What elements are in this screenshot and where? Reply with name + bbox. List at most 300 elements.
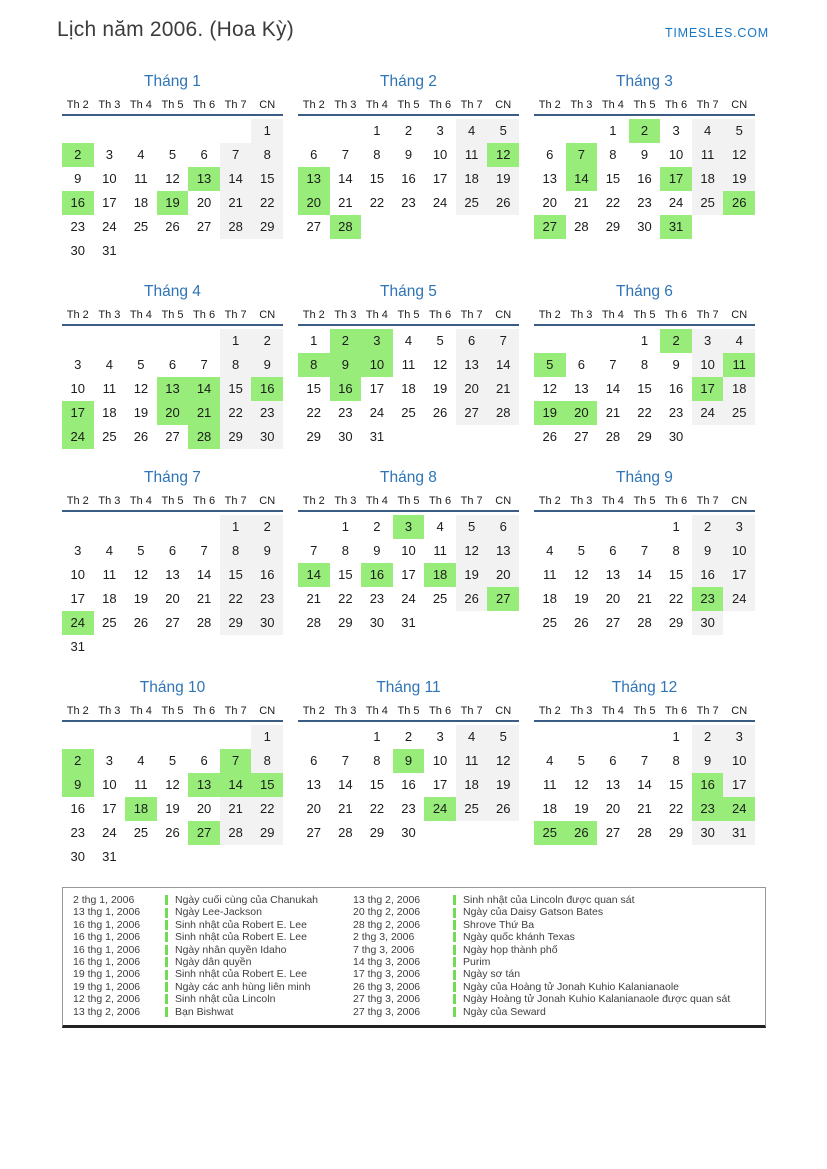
day-cell: 18 [542, 591, 558, 606]
day-cell: 16 [251, 563, 283, 587]
weekday-label: Th 2 [538, 309, 561, 321]
month-days-grid [62, 515, 283, 659]
day-cell: 1 [310, 333, 318, 348]
legend-color-bar-icon [165, 994, 168, 1004]
day-cell: 30 [692, 611, 724, 635]
legend-color-bar-icon [453, 932, 456, 942]
weekday-label: Th 6 [193, 705, 216, 717]
legend-holiday-name: Shrove Thứ Ba [463, 918, 535, 931]
holiday-day-cell: 9 [62, 773, 94, 797]
day-cell: 11 [543, 777, 557, 792]
weekday-label: Th 3 [98, 99, 121, 111]
day-cell: 19 [574, 801, 589, 816]
day-cell: 19 [133, 405, 149, 420]
day-cell: 18 [723, 377, 755, 401]
month-days-grid [62, 119, 283, 263]
day-cell: 21 [338, 195, 353, 210]
day-cell: 10 [692, 353, 724, 377]
weekday-label: Th 3 [334, 495, 357, 507]
day-cell: 21 [637, 801, 652, 816]
legend-entry [165, 993, 353, 1005]
day-cell: 12 [574, 567, 589, 582]
day-cell: 25 [542, 615, 558, 630]
holiday-day-cell: 31 [660, 215, 692, 239]
day-cell: 25 [102, 615, 117, 630]
legend-color-bar-icon [453, 895, 456, 905]
empty-day-cell [188, 119, 220, 143]
day-cell: 19 [487, 773, 519, 797]
legend-color-bar-icon [453, 1007, 456, 1017]
day-cell: 30 [369, 615, 385, 630]
day-cell: 12 [165, 777, 180, 792]
holiday-day-cell: 28 [188, 425, 220, 449]
day-cell: 12 [574, 777, 589, 792]
day-cell: 11 [401, 357, 416, 372]
weekday-label: CN [731, 705, 748, 717]
day-cell: 8 [640, 357, 649, 372]
day-cell: 25 [692, 191, 724, 215]
holiday-day-cell: 27 [487, 587, 519, 611]
day-cell: 23 [70, 825, 86, 840]
day-cell: 29 [605, 219, 621, 234]
empty-day-cell [125, 725, 157, 749]
day-cell: 31 [70, 639, 86, 654]
day-cell: 20 [306, 801, 322, 816]
day-cell: 29 [220, 611, 252, 635]
day-cell: 7 [640, 543, 649, 558]
day-cell: 19 [456, 563, 488, 587]
holiday-day-cell: 3 [393, 515, 425, 539]
month-days-grid [534, 119, 755, 239]
weekday-label: Th 7 [224, 705, 247, 717]
day-cell: 30 [70, 849, 86, 864]
day-cell: 13 [574, 381, 589, 396]
legend-date: 19 thg 1, 2006 [73, 980, 141, 993]
day-cell: 1 [251, 725, 283, 749]
empty-day-cell [62, 515, 94, 539]
day-cell: 28 [574, 219, 589, 234]
day-cell: 19 [574, 591, 589, 606]
holiday-day-cell: 18 [424, 563, 456, 587]
day-cell: 15 [306, 381, 322, 396]
legend-date: 13 thg 2, 2006 [73, 1005, 141, 1018]
weekday-label: Th 7 [696, 495, 719, 507]
day-cell: 24 [102, 219, 117, 234]
day-cell: 17 [70, 591, 86, 606]
day-cell: 26 [133, 615, 149, 630]
holiday-day-cell: 2 [330, 329, 362, 353]
weekday-header-row [298, 309, 519, 326]
day-cell: 9 [373, 543, 381, 558]
legend-entry [165, 906, 353, 918]
legend-entry [165, 919, 353, 931]
empty-day-cell [125, 119, 157, 143]
empty-day-cell [188, 725, 220, 749]
day-cell: 10 [401, 543, 416, 558]
day-cell: 2 [373, 519, 381, 534]
empty-day-cell [220, 119, 252, 143]
page-header [57, 18, 769, 64]
holiday-day-cell: 18 [125, 797, 157, 821]
day-cell: 7 [200, 543, 208, 558]
day-cell: 8 [220, 539, 252, 563]
day-cell: 14 [605, 381, 621, 396]
legend-date: 28 thg 2, 2006 [353, 918, 421, 931]
day-cell: 7 [609, 357, 617, 372]
day-cell: 5 [137, 357, 145, 372]
holiday-day-cell: 14 [566, 167, 598, 191]
weekday-label: CN [731, 495, 748, 507]
day-cell: 26 [133, 429, 149, 444]
weekday-label: CN [495, 705, 512, 717]
day-cell: 22 [369, 195, 385, 210]
day-cell: 19 [487, 167, 519, 191]
month-title: Tháng 1 [144, 73, 201, 90]
day-cell: 15 [369, 777, 385, 792]
day-cell: 23 [369, 591, 385, 606]
day-cell: 6 [546, 147, 554, 162]
weekday-label: CN [731, 309, 748, 321]
weekday-label: Th 4 [129, 309, 152, 321]
day-cell: 9 [251, 539, 283, 563]
weekday-label: CN [259, 309, 276, 321]
day-cell: 21 [306, 591, 322, 606]
day-cell: 2 [404, 123, 413, 138]
legend-color-bar-icon [165, 970, 168, 980]
empty-day-cell [62, 725, 94, 749]
empty-day-cell [597, 515, 629, 539]
weekday-label: Th 7 [224, 309, 247, 321]
weekday-label: Th 4 [365, 495, 388, 507]
legend-holiday-name: Ngày quốc khánh Texas [463, 931, 575, 944]
legend-holiday-name: Ngày của Seward [463, 1005, 546, 1018]
day-cell: 29 [220, 425, 252, 449]
holiday-day-cell: 28 [330, 215, 362, 239]
day-cell: 5 [436, 333, 444, 348]
day-cell: 18 [456, 773, 488, 797]
day-cell: 13 [542, 171, 558, 186]
holiday-day-cell: 19 [157, 191, 189, 215]
day-cell: 22 [668, 801, 684, 816]
holiday-day-cell: 9 [330, 353, 362, 377]
legend-entry [165, 894, 353, 906]
day-cell: 23 [668, 405, 684, 420]
year-months-grid [62, 72, 769, 869]
legend-date: 17 thg 3, 2006 [353, 968, 421, 981]
day-cell: 15 [605, 171, 621, 186]
weekday-header-row [62, 705, 283, 722]
empty-day-cell [629, 725, 661, 749]
day-cell: 21 [220, 191, 252, 215]
legend-color-bar-icon [453, 982, 456, 992]
month-days-grid [62, 329, 283, 449]
day-cell: 28 [220, 821, 252, 845]
weekday-label: Th 5 [633, 705, 656, 717]
weekday-header-row [298, 495, 519, 512]
day-cell: 22 [220, 587, 252, 611]
holiday-day-cell: 23 [692, 587, 724, 611]
month-block-tháng-3 [534, 72, 755, 239]
day-cell: 16 [401, 171, 416, 186]
day-cell: 20 [487, 563, 519, 587]
empty-day-cell [125, 515, 157, 539]
day-cell: 19 [165, 801, 180, 816]
day-cell: 10 [723, 539, 755, 563]
legend-holiday-name: Ngày các anh hùng liên minh [175, 980, 311, 993]
weekday-label: Th 4 [601, 99, 624, 111]
day-cell: 26 [456, 587, 488, 611]
weekday-header-row [298, 99, 519, 116]
day-cell: 11 [102, 567, 117, 582]
month-title: Tháng 2 [380, 73, 437, 90]
day-cell: 5 [577, 543, 585, 558]
day-cell: 13 [605, 567, 621, 582]
holiday-day-cell: 23 [692, 797, 724, 821]
day-cell: 6 [310, 753, 318, 768]
legend-holiday-name: Ngày của Daisy Gatson Bates [463, 906, 604, 919]
holiday-day-cell: 16 [361, 563, 393, 587]
weekday-label: Th 6 [665, 99, 688, 111]
day-cell: 13 [487, 539, 519, 563]
empty-day-cell [157, 329, 189, 353]
legend-holiday-name: Sinh nhật của Lincoln được quan sát [463, 894, 635, 906]
holiday-day-cell: 20 [566, 401, 598, 425]
weekday-label: Th 3 [334, 705, 357, 717]
holiday-day-cell: 3 [361, 329, 393, 353]
weekday-label: Th 4 [365, 99, 388, 111]
holiday-day-cell: 16 [62, 191, 94, 215]
day-cell: 26 [487, 797, 519, 821]
day-cell: 23 [70, 219, 86, 234]
day-cell: 1 [609, 123, 617, 138]
legend-color-bar-icon [453, 945, 456, 955]
day-cell: 6 [487, 515, 519, 539]
day-cell: 12 [456, 539, 488, 563]
weekday-label: Th 5 [397, 309, 420, 321]
legend-entry [453, 956, 755, 968]
day-cell: 21 [338, 801, 353, 816]
day-cell: 1 [220, 515, 252, 539]
day-cell: 31 [102, 849, 117, 864]
day-cell: 13 [306, 777, 322, 792]
day-cell: 14 [196, 567, 212, 582]
day-cell: 24 [369, 405, 385, 420]
day-cell: 17 [102, 801, 117, 816]
day-cell: 23 [401, 801, 416, 816]
empty-day-cell [566, 515, 598, 539]
day-cell: 29 [369, 825, 385, 840]
legend-entry [453, 1006, 755, 1018]
month-block-tháng-12 [534, 678, 755, 845]
day-cell: 3 [436, 729, 444, 744]
day-cell: 9 [692, 539, 724, 563]
holiday-day-cell: 2 [660, 329, 692, 353]
day-cell: 15 [220, 377, 252, 401]
month-days-grid [298, 329, 519, 449]
day-cell: 8 [251, 749, 283, 773]
weekday-label: Th 3 [98, 495, 121, 507]
month-days-grid [298, 119, 519, 239]
holiday-day-cell: 14 [188, 377, 220, 401]
legend-date: 16 thg 1, 2006 [73, 918, 141, 931]
legend-date: 13 thg 1, 2006 [73, 906, 141, 919]
day-cell: 3 [105, 147, 113, 162]
empty-day-cell [94, 119, 126, 143]
holiday-day-cell: 8 [298, 353, 330, 377]
day-cell: 29 [637, 429, 652, 444]
day-cell: 9 [672, 357, 680, 372]
weekday-label: Th 3 [570, 99, 593, 111]
weekday-label: Th 4 [129, 495, 152, 507]
day-cell: 19 [723, 167, 755, 191]
weekday-label: Th 3 [570, 309, 593, 321]
day-cell: 5 [456, 515, 488, 539]
day-cell: 4 [546, 543, 554, 558]
weekday-label: Th 4 [129, 705, 152, 717]
holiday-day-cell: 9 [393, 749, 425, 773]
weekday-label: Th 2 [66, 309, 89, 321]
day-cell: 10 [102, 777, 117, 792]
day-cell: 1 [220, 329, 252, 353]
weekday-label: Th 4 [601, 705, 624, 717]
weekday-header-row [62, 309, 283, 326]
day-cell: 17 [102, 195, 117, 210]
day-cell: 4 [456, 119, 488, 143]
day-cell: 24 [723, 587, 755, 611]
day-cell: 27 [306, 219, 322, 234]
day-cell: 12 [133, 381, 149, 396]
holiday-legend-grid [73, 894, 755, 1018]
day-cell: 31 [102, 243, 117, 258]
empty-day-cell [94, 725, 126, 749]
day-cell: 26 [574, 615, 589, 630]
legend-color-bar-icon [453, 957, 456, 967]
weekday-label: Th 2 [302, 495, 325, 507]
day-cell: 1 [341, 519, 349, 534]
site-link[interactable]: TIMESLES.COM [664, 26, 769, 40]
legend-entry [453, 968, 755, 980]
day-cell: 10 [432, 147, 448, 162]
day-cell: 15 [668, 567, 684, 582]
empty-day-cell [566, 329, 598, 353]
weekday-label: Th 7 [696, 705, 719, 717]
legend-entry [165, 956, 353, 968]
day-cell: 18 [133, 195, 149, 210]
month-block-tháng-9 [534, 468, 755, 635]
legend-color-bar-icon [453, 908, 456, 918]
legend-color-bar-icon [165, 932, 168, 942]
legend-date: 27 thg 3, 2006 [353, 993, 421, 1006]
day-cell: 24 [401, 591, 416, 606]
legend-color-bar-icon [453, 994, 456, 1004]
day-cell: 18 [456, 167, 488, 191]
month-block-tháng-6 [534, 282, 755, 449]
day-cell: 8 [341, 543, 349, 558]
day-cell: 18 [102, 405, 117, 420]
holiday-day-cell: 26 [566, 821, 598, 845]
day-cell: 11 [134, 171, 148, 186]
legend-entry [165, 981, 353, 993]
legend-holiday-name: Sinh nhật của Lincoln [175, 993, 276, 1006]
empty-day-cell [298, 725, 330, 749]
day-cell: 16 [401, 777, 416, 792]
day-cell: 22 [220, 401, 252, 425]
day-cell: 10 [70, 567, 86, 582]
day-cell: 8 [672, 543, 680, 558]
day-cell: 17 [432, 777, 448, 792]
weekday-label: Th 5 [633, 99, 656, 111]
empty-day-cell [157, 119, 189, 143]
holiday-day-cell: 19 [534, 401, 566, 425]
day-cell: 4 [105, 357, 113, 372]
empty-day-cell [534, 119, 566, 143]
day-cell: 18 [692, 167, 724, 191]
legend-entry [165, 1006, 353, 1018]
legend-holiday-name: Ngày Lee-Jackson [175, 906, 262, 919]
weekday-label: Th 6 [429, 99, 452, 111]
day-cell: 25 [456, 797, 488, 821]
weekday-label: CN [731, 99, 748, 111]
day-cell: 3 [723, 515, 755, 539]
legend-holiday-name: Purim [463, 956, 491, 969]
empty-day-cell [597, 329, 629, 353]
day-cell: 20 [605, 591, 621, 606]
legend-holiday-name: Ngày sơ tán [463, 968, 521, 981]
day-cell: 6 [168, 543, 177, 558]
weekday-label: Th 7 [460, 495, 483, 507]
day-cell: 4 [404, 333, 413, 348]
day-cell: 1 [373, 123, 381, 138]
day-cell: 5 [723, 119, 755, 143]
holiday-day-cell: 27 [534, 215, 566, 239]
day-cell: 22 [668, 591, 684, 606]
day-cell: 8 [609, 147, 617, 162]
holiday-day-cell: 17 [660, 167, 692, 191]
day-cell: 3 [692, 329, 724, 353]
day-cell: 5 [487, 725, 519, 749]
day-cell: 20 [165, 591, 180, 606]
empty-day-cell [188, 329, 220, 353]
day-cell: 11 [456, 749, 488, 773]
legend-date: 16 thg 1, 2006 [73, 931, 141, 944]
month-title: Tháng 10 [139, 679, 206, 696]
day-cell: 8 [672, 753, 680, 768]
day-cell: 1 [373, 729, 381, 744]
day-cell: 14 [487, 353, 519, 377]
legend-entry [453, 981, 755, 993]
legend-color-bar-icon [165, 957, 168, 967]
day-cell: 15 [668, 777, 684, 792]
holiday-day-cell: 21 [188, 401, 220, 425]
day-cell: 24 [432, 195, 448, 210]
holiday-day-cell: 17 [692, 377, 724, 401]
day-cell: 7 [220, 143, 252, 167]
holiday-day-cell: 25 [534, 821, 566, 845]
weekday-label: Th 5 [161, 99, 184, 111]
legend-date: 2 thg 1, 2006 [73, 894, 135, 906]
empty-day-cell [62, 329, 94, 353]
month-block-tháng-7 [62, 468, 283, 659]
day-cell: 30 [70, 243, 86, 258]
day-cell: 18 [542, 801, 558, 816]
day-cell: 25 [401, 405, 416, 420]
day-cell: 27 [605, 825, 621, 840]
day-cell: 10 [102, 171, 117, 186]
day-cell: 4 [456, 725, 488, 749]
month-days-grid [298, 725, 519, 845]
day-cell: 30 [401, 825, 416, 840]
day-cell: 25 [723, 401, 755, 425]
